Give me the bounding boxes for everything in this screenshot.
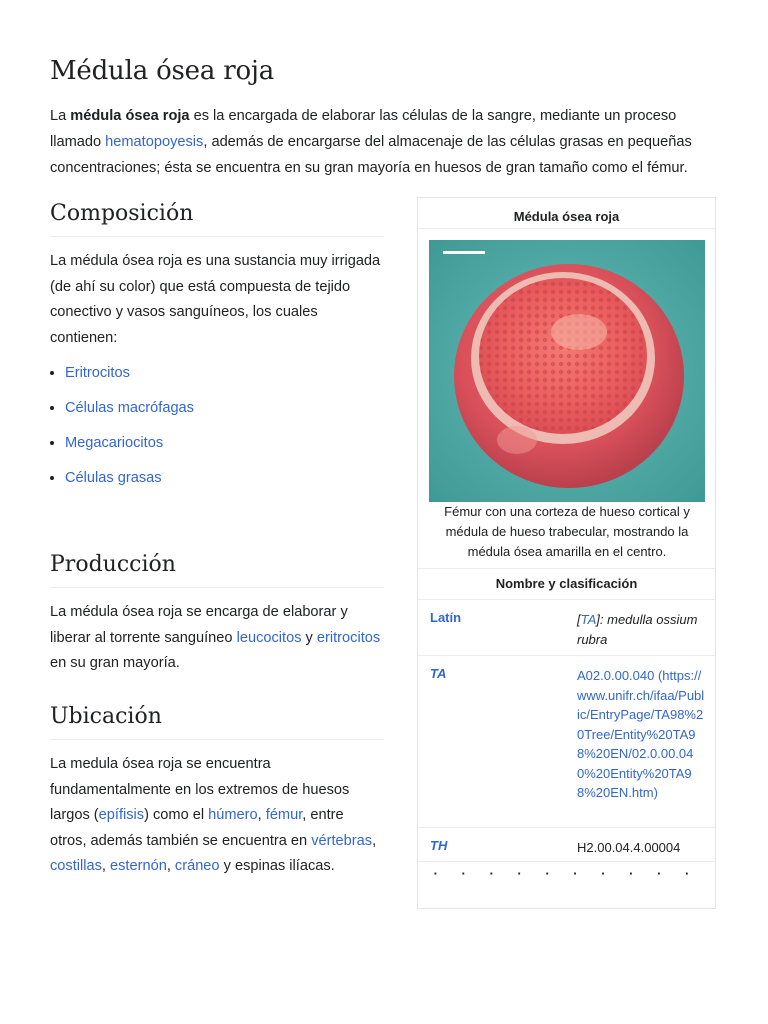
- infobox-dots: · · · · · · · · · ·: [433, 866, 700, 881]
- infobox-key-latin[interactable]: Latín: [430, 610, 462, 625]
- link-leucocitos[interactable]: leucocitos: [236, 629, 302, 646]
- composicion-list: [50, 363, 384, 488]
- link-ta[interactable]: TA: [580, 612, 597, 627]
- femur-illustration: [429, 240, 705, 502]
- infobox-row-latin: [418, 600, 715, 656]
- infobox: [417, 197, 716, 909]
- list-item: [65, 433, 384, 453]
- heading-composicion: Composición: [50, 201, 384, 237]
- infobox-caption: Fémur con una corteza de hueso cortical y médula de hueso trabecular, mostrando la médula ósea amarilla en el centro.: [444, 504, 690, 559]
- link-craneo[interactable]: cráneo: [174, 858, 220, 875]
- list-item: [65, 468, 384, 488]
- infobox-key-th[interactable]: TH: [430, 838, 448, 853]
- composicion-text: La médula ósea roja es una sustancia muy irrigada (de ahí su color) que está compuesta de tejido conectivo y vasos sanguíneos, los cuales contienen:: [50, 253, 381, 346]
- infobox-title: Médula ósea roja: [418, 198, 715, 229]
- infobox-value-th: H2.00.04.4.00004: [577, 840, 681, 855]
- link-esternon[interactable]: esternón: [110, 858, 167, 875]
- link-costillas[interactable]: costillas: [50, 858, 102, 875]
- femur-photo[interactable]: [429, 240, 705, 502]
- infobox-value-latin: [TA]: medulla ossium rubra: [577, 612, 698, 647]
- link-eritrocitos-2[interactable]: eritrocitos: [316, 629, 381, 646]
- produccion-text: La médula ósea roja se encarga de elaborar y liberar al torrente sanguíneo leucocitos y eritrocitos en su gran mayoría.: [50, 604, 381, 672]
- link-vertebras[interactable]: vértebras: [311, 832, 373, 849]
- infobox-row-ta: [418, 656, 715, 828]
- link-eritrocitos[interactable]: Eritrocitos: [65, 365, 130, 382]
- heading-produccion: Producción: [50, 552, 384, 588]
- section-ubicacion: [50, 704, 384, 880]
- intro-paragraph: La médula ósea roja es la encargada de elaborar las células de la sangre, mediante un proceso llamado hematopoyesis, además de encargarse del almacenaje de las células grasas en pequeñas concentraciones; ésta se encuentra en su gran mayoría en huesos de gran tamaño como el fémur.: [50, 108, 692, 176]
- infobox-value-ta-link[interactable]: A02.0.00.040 (https://www.unifr.ch/ifaa/Public/EntryPage/TA98%20Tree/Entity%20TA98%20EN/02.0.00.040%20Entity%20TA98%20EN.htm): [577, 668, 705, 800]
- list-item: [65, 363, 384, 383]
- page-title: Médula ósea roja: [50, 56, 275, 86]
- link-femur[interactable]: fémur: [265, 807, 303, 824]
- infobox-section-header: Nombre y clasificación: [418, 568, 715, 600]
- ubicacion-text: La medula ósea roja se encuentra fundamentalmente en los extremos de huesos largos (epífisis) como el húmero, fémur, entre otros, además también se encuentra en vértebras, costillas, esternón, cráneo y espinas ilíacas.: [50, 756, 377, 875]
- link-hematopoyesis[interactable]: hematopoyesis: [105, 134, 204, 150]
- list-item: [65, 398, 384, 418]
- link-celulas-grasas[interactable]: Células grasas: [65, 470, 162, 487]
- link-megacariocitos[interactable]: Megacariocitos: [65, 435, 164, 452]
- intro-bold-term: médula ósea roja: [70, 108, 190, 124]
- link-humero[interactable]: húmero: [208, 807, 258, 824]
- infobox-key-ta[interactable]: TA: [430, 666, 447, 681]
- link-epifisis[interactable]: epífisis: [98, 807, 145, 824]
- section-produccion: [50, 552, 384, 677]
- heading-ubicacion: Ubicación: [50, 704, 384, 740]
- infobox-row-th: [418, 828, 715, 862]
- section-composicion: [50, 201, 384, 503]
- link-celulas-macrofagas[interactable]: Células macrófagas: [65, 400, 194, 417]
